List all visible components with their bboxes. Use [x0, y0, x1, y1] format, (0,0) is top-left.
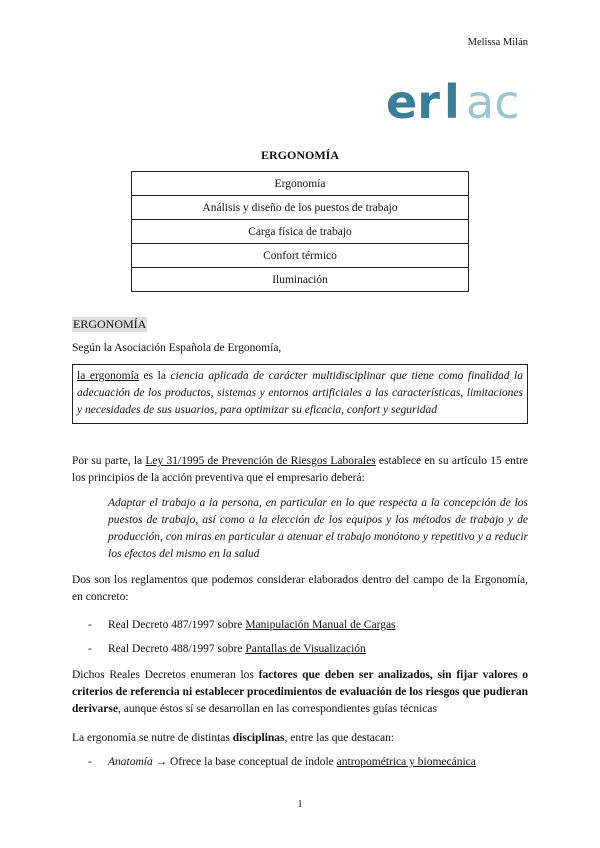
law-suffix: establece en su artículo 15 entre los principios de la acción preventiva que el empresario deberá:: [72, 455, 529, 484]
toc-table: [131, 171, 469, 292]
discipline-name: Anatomía: [108, 756, 153, 768]
disciplines-paragraph: [72, 730, 528, 747]
reg-link[interactable]: Manipulación Manual de Cargas: [245, 619, 396, 631]
article-quote: Adaptar el trabajo a la persona, en particular en lo que respecta a la concepción de los puestos de trabajo, así como a la elección de los equipos y los métodos de trabajo y de producción, con miras en particular a atenuar el trabajo monótono y repetitivo y a reducir los efectos del mismo en la salud: [108, 497, 528, 560]
regulations-intro: Dos son los reglamentos que podemos considerar elaborados dentro del campo de la Ergonomía, en concreto:: [72, 574, 528, 603]
page-number: 1: [297, 799, 303, 810]
logo-text-er: er: [386, 78, 440, 126]
definition-term: la ergonomía: [77, 370, 139, 382]
intro-paragraph: Según la Asociación Española de Ergonomía,: [72, 342, 282, 354]
decrees-suffix: , aunque éstos sí se desarrollan en las correspondientes guías técnicas: [117, 703, 438, 715]
law-prefix: Por su parte, la: [72, 455, 146, 467]
definition-box: [72, 364, 528, 424]
toc-item: Análisis y diseño de los puestos de trabajo: [132, 196, 469, 220]
definition-text: ciencia aplicada de carácter multidisciplinar que tiene como finalidad la adecuación de los productos, sistemas y entornos artificiales a las características, limitaciones y necesidades de sus usuarios, para optimizar su eficacia, confort y seguridad: [77, 370, 523, 416]
definition-connector: es la: [138, 370, 171, 382]
disciplines-prefix: La ergonomía se nutre de distintas: [72, 732, 233, 744]
section-heading: ERGONOMÍA: [73, 317, 147, 331]
erlac-logo: [386, 78, 522, 126]
list-item: - Anatomía → Ofrece la base conceptual de índole antropométrica y biomecánica: [88, 756, 476, 768]
toc-item: Iluminación: [132, 268, 469, 292]
law-paragraph: [72, 453, 528, 487]
discipline-text: Ofrece la base conceptual de índole: [167, 756, 337, 768]
toc-item: Carga física de trabajo: [132, 220, 469, 244]
logo-text-ac: ac: [466, 78, 520, 126]
toc-item: Ergonomía: [132, 172, 469, 196]
decrees-paragraph: [72, 667, 528, 718]
disciplines-bold: disciplinas: [232, 732, 285, 744]
document-title: ERGONOMÍA: [261, 148, 339, 162]
toc-item: Confort térmico: [132, 244, 469, 268]
reg-link[interactable]: Pantallas de Visualización: [245, 643, 366, 655]
reg-prefix: Real Decreto 487/1997 sobre: [108, 619, 246, 631]
list-item: - Real Decreto 488/1997 sobre Pantallas de Visualización: [88, 643, 366, 655]
logo-text-l: l: [444, 78, 460, 126]
decrees-prefix: Dichos Reales Decretos enumeran los: [72, 669, 259, 681]
disciplines-suffix: , entre las que destacan:: [284, 732, 395, 744]
list-item: - Real Decreto 487/1997 sobre Manipulación Manual de Cargas: [88, 619, 396, 631]
law-link[interactable]: Ley 31/1995 de Prevención de Riesgos Laborales: [145, 455, 376, 467]
arrow-icon: →: [155, 756, 168, 768]
decrees-bold: factores que deben ser analizados, sin fijar valores o criterios de referencia ni establecer procedimientos de evaluación de los riesgos que pudieran derivarse: [72, 669, 528, 715]
author-name: Melissa Milán: [467, 37, 528, 48]
reg-prefix: Real Decreto 488/1997 sobre: [108, 643, 246, 655]
discipline-link[interactable]: antropométrica y biomecánica: [336, 756, 476, 768]
